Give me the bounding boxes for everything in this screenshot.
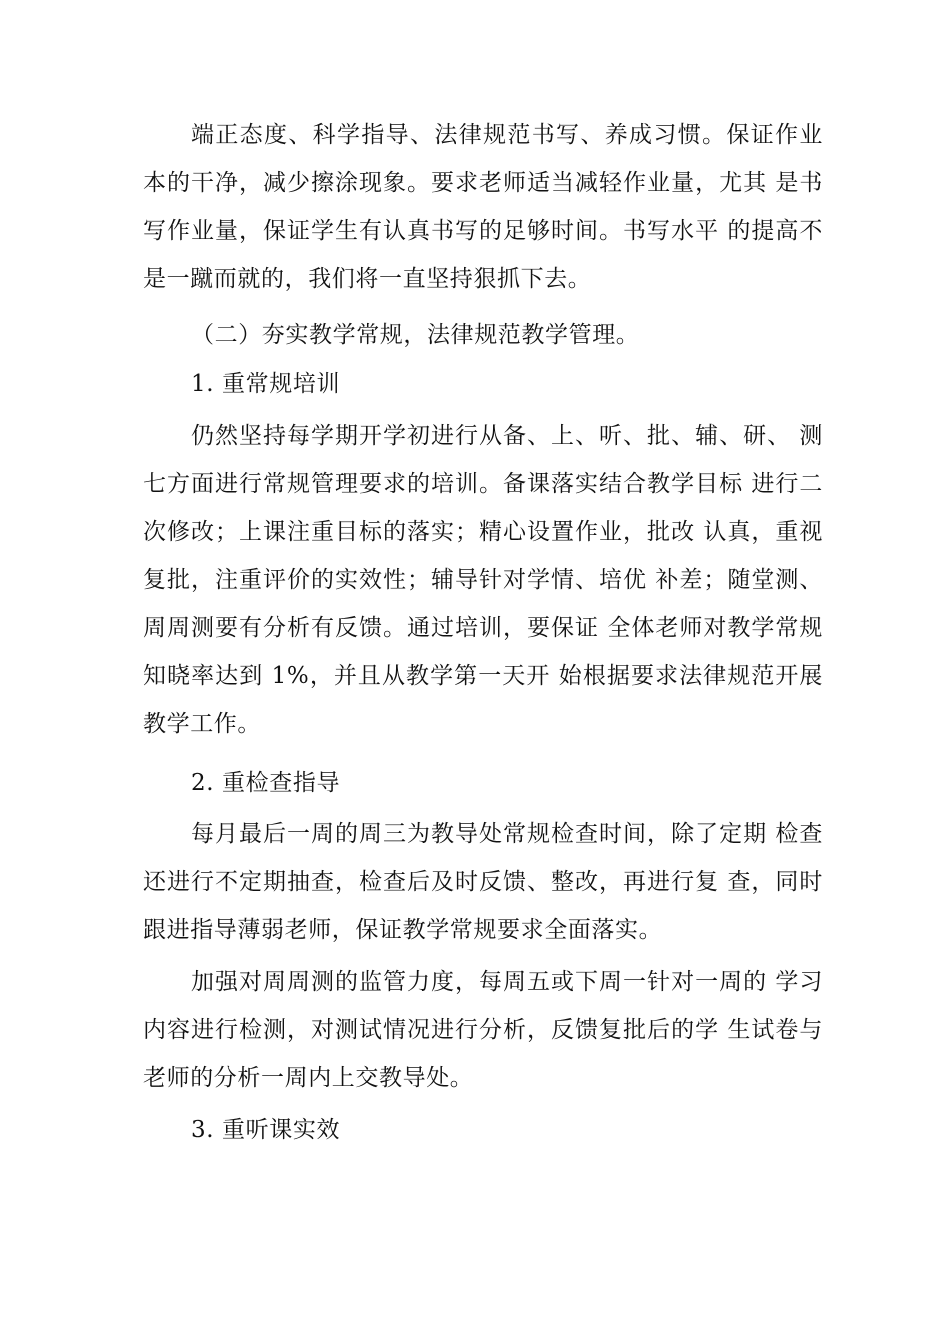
paragraph-routine-training: 仍然坚持每学期开学初进行从备、上、听、批、辅、研、 测七方面进行常规管理要求的培训。备课落实结合教学目标 进行二次修改；上课注重目标的落实；精心设置作业，批改 认真，重视复批，注重评价的实效性；辅导针对学情、培优 补差；随堂测、周周测要有分析有反馈。通过培训，要保证 全体老师对教学常规知晓率达到 1%，并且从教学第一天开 始根据要求法律规范开展教学工作。 xyxy=(143,423,823,737)
paragraph-inspection-guidance: 每月最后一周的周三为教导处常规检查时间，除了定期 检查还进行不定期抽查，检查后及时反馈、整改，再进行复 查，同时跟进指导薄弱老师，保证教学常规要求全面落实。 xyxy=(143,821,823,943)
paragraph-handwriting-habits: 端正态度、科学指导、法律规范书写、养成习惯。保证作业本的干净，减少擦涂现象。要求老师适当减轻作业量，尤其 是书写作业量，保证学生有认真书写的足够时间。书写水平 的提高不是一蹴而就的，我们将一直坚持狠抓下去。 xyxy=(143,122,823,292)
paragraph-weekly-test-supervision: 加强对周周测的监管力度，每周五或下周一针对一周的 学习内容进行检测，对测试情况进行分析，反馈复批后的学 生试卷与老师的分析一周内上交教导处。 xyxy=(143,969,823,1091)
section-heading-teaching-routine: （二）夯实教学常规，法律规范教学管理。 xyxy=(191,322,640,348)
subheading-lesson-observation: 3. 重听课实效 xyxy=(191,1117,341,1143)
subheading-inspection-guidance: 2. 重检查指导 xyxy=(191,770,341,796)
subheading-routine-training: 1. 重常规培训 xyxy=(191,371,341,397)
